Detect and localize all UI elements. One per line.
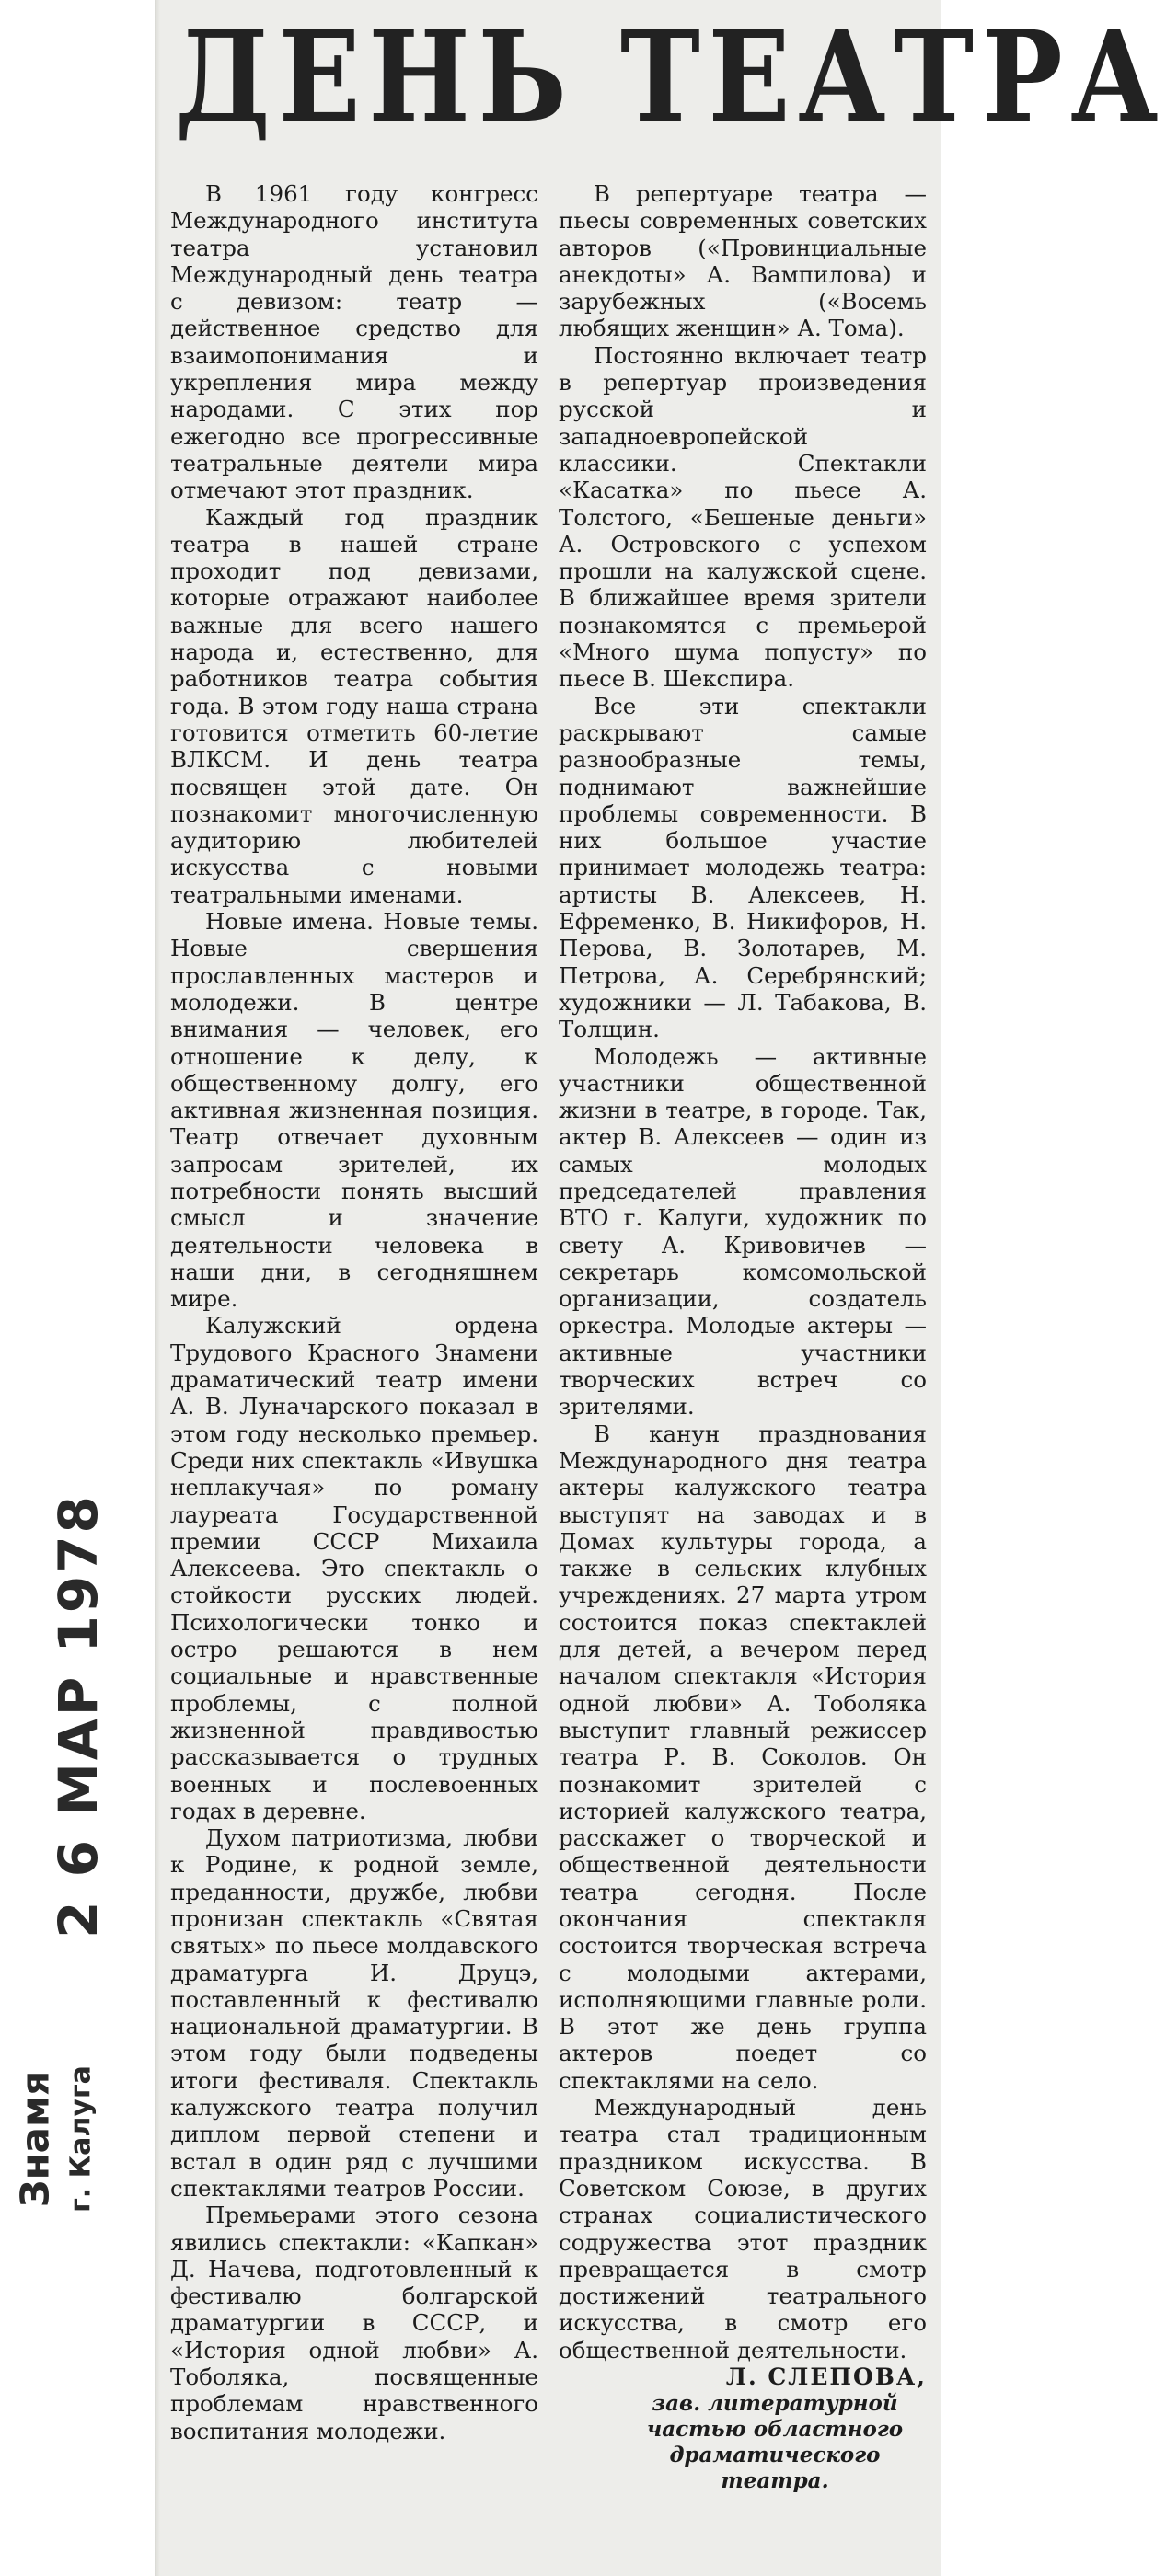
article-column-left bbox=[170, 180, 538, 2444]
author-role: зав. литературной частью областного драматического театра. bbox=[646, 2391, 904, 2494]
paragraph: Постоянно включает театр в репертуар произведения русской и западноевропейской классики. Спектакли «Касатка» по пьесе А. Толстого, «Бешеные деньги» А. Островского с успехом прошли на калужской сцене. В ближайшее время зрители познакомятся с премьерой «Много шума попусту» по пьесе В. Шекспира. bbox=[559, 341, 927, 693]
paragraph: Международный день театра стал традиционным праздником искусства. В Советском Союзе, в других странах социалистического содружества этот праздник превращается в смотр достижений театрального искусства, в смотр его общественной деятельности. bbox=[559, 2094, 927, 2363]
date-stamp bbox=[37, 1493, 120, 1938]
date-stamp-text: 2 6 МАР 1978 bbox=[47, 1493, 110, 1938]
paragraph: Духом патриотизма, любви к Родине, к родной земле, преданности, дружбе, любви пронизан спектакль «Святая святых» по пьесе молдавского драматурга И. Друцэ, поставленный к фестивалю национальной драматургии. В этом году были подведены итоги фестиваля. Спектакль калужского театра получил диплом первой степени и встал в один ряд с лучшими спектаклями театров России. bbox=[170, 1824, 538, 2202]
paragraph: Все эти спектакли раскрывают самые разнообразные темы, поднимают важнейшие проблемы современности. В них большое участие принимает молодежь театра: артисты В. Алексеев, Н. Ефременко, В. Никифоров, Н. Перова, В. Золотарев, М. Петрова, А. Серебрянский; художники — Л. Табакова, В. Толщин. bbox=[559, 692, 927, 1043]
newspaper-city: г. Калуга bbox=[64, 2065, 98, 2213]
paragraph: Молодежь — активные участники общественной жизни в театре, в городе. Так, актер В. Алексеев — один из самых молодых председателей правления ВТО г. Калуги, художник по свету А. Кривовичев — секретарь комсомольской организации, создатель оркестра. Молодые актеры — активные участники творческих встреч со зрителями. bbox=[559, 1042, 927, 1420]
paragraph: В репертуаре театра — пьесы современных советских авторов («Провинциальные анекдоты» А. Вампилова) и зарубежных («Восемь любящих женщин» А. Тома). bbox=[559, 180, 927, 342]
source-stamp bbox=[0, 2033, 110, 2245]
newspaper-name: Знамя bbox=[12, 2070, 58, 2208]
paragraph: Калужский ордена Трудового Красного Знамени драматический театр имени А. В. Луначарского показал в этом году несколько премьер. Среди них спектакль «Ивушка неплакучая» по роману лауреата Государственной премии СССР Михаила Алексеева. Это спектакль о стойкости русских людей. Психологически тонко и остро решаются в нем социальные и нравственные проблемы, с полной жизненной правдивостью рассказывается о трудных военных и послевоенных годах в деревне. bbox=[170, 1312, 538, 1824]
paragraph: Каждый год праздник театра в нашей стране проходит под девизами, которые отражают наиболее важные для всего нашего народа и, естественно, для работников театра события года. В этом году наша страна готовится отметить 60-летие ВЛКСМ. И день театра посвящен этой дате. Он познакомит многочисленную аудиторию любителей искусства с новыми театральными именами. bbox=[170, 503, 538, 908]
headline: ДЕНЬ ТЕАТРА bbox=[175, 4, 1166, 151]
paragraph: Премьерами этого сезона явились спектакли: «Капкан» Д. Начева, подготовленный к фестивалю болгарской драматургии в СССР, и «История одной любви» А. Тоболяка, посвященные проблемам нравственного воспитания молодежи. bbox=[170, 2202, 538, 2444]
paragraph: В 1961 году конгресс Международного института театра установил Международный день театра с девизом: театр — действенное средство для взаимопонимания и укрепления мира между народами. С этих пор ежегодно все прогрессивные театральные деятели мира отмечают этот праздник. bbox=[170, 180, 538, 504]
paragraph: Новые имена. Новые темы. Новые свершения прославленных мастеров и молодежи. В центре внимания — человек, его отношение к делу, к общественному долгу, его активная жизненная позиция. Театр отвечает духовным запросам зрителей, их потребности понять высший смысл и значение деятельности человека в наши дни, в сегодняшнем мире. bbox=[170, 908, 538, 1313]
paragraph: В канун празднования Международного дня театра актеры калужского театра выступят на заводах и в Домах культуры города, а также в сельских клубных учреждениях. 27 марта утром состоится показ спектаклей для детей, а вечером перед началом спектакля «История одной любви» А. Тоболяка выступит главный режиссер театра Р. В. Соколов. Он познакомит зрителей с историей калужского театра, расскажет о творческой и общественной деятельности театра сегодня. После окончания спектакля состоится творческая встреча с молодыми актерами, исполняющими главные роли. В этот же день группа актеров поедет со спектаклями на село. bbox=[559, 1420, 927, 2094]
author-name: Л. СЛЕПОВА, bbox=[725, 2363, 927, 2391]
author-signature bbox=[559, 2363, 927, 2494]
article-column-right bbox=[559, 180, 927, 2494]
